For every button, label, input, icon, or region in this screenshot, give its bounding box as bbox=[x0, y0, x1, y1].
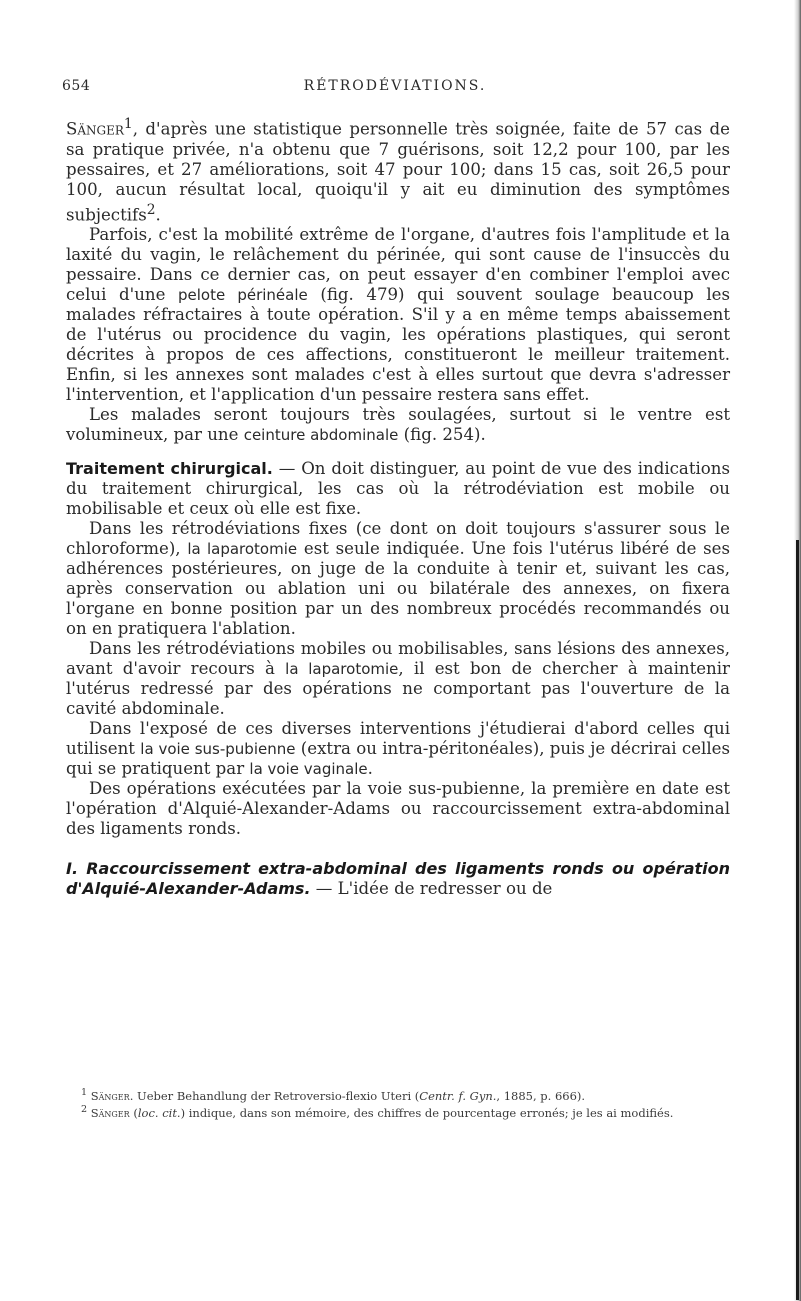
section-traitement-chirurgical: Traitement chirurgical. — On doit distinguer, au point de vue des indications du traitement chirurgical, les cas où la rétrodéviation est mobile ou mobilisable et ceux où elle est fixe. bbox=[66, 459, 730, 519]
section-raccourcissement: I. Raccourcissement extra-abdominal des ligaments ronds ou opération d'Alquié-Alexander-Adams. — L'idée de redresser ou de bbox=[66, 859, 730, 899]
term-laparotomie: la laparotomie bbox=[187, 540, 298, 559]
paragraph-ceinture: Les malades seront toujours très soulagées, surtout si le ventre est volumineux, par une ceinture abdominale (fig. 254). bbox=[66, 405, 730, 445]
page-number: 654 bbox=[62, 78, 91, 94]
footnote-ref-2: 2 bbox=[146, 201, 156, 218]
term-laparotomie-2: la laparotomie bbox=[285, 660, 399, 679]
page-edge-line bbox=[796, 540, 799, 1300]
term-ceinture-abdominale: ceinture abdominale bbox=[243, 426, 399, 445]
paragraph-interventions: Dans l'exposé de ces diverses interventions j'étudierai d'abord celles qui utilisent la voie sus-pubienne (extra ou intra-péritonéales), puis je décrirai celles qui se pratiquent par la voie vaginale. bbox=[66, 719, 730, 779]
paragraph-retrodeviations-fixes: Dans les rétrodéviations fixes (ce dont on doit toujours s'assurer sous le chloroforme), la laparotomie est seule indiquée. Une fois l'utérus libéré de ses adhérences postérieures, on juge de la conduite à tenir et, suivant les cas, après conservation ou ablation uni ou bilatérale des annexes, on fixera l'organe en bonne position par un des nombreux procédés recommandés ou on en pratiquera l'ablation. bbox=[66, 519, 731, 639]
term-pelote-perineale: pelote périnéale bbox=[178, 286, 308, 305]
page-header bbox=[62, 78, 728, 100]
paragraph-operations: Des opérations exécutées par la voie sus-pubienne, la première en date est l'opération d'Alquié-Alexander-Adams ou raccourcissement extra-abdominal des ligaments ronds. bbox=[66, 779, 730, 839]
term-voie-vaginale: la voie vaginale bbox=[249, 760, 368, 779]
paragraph-statistics: Sänger$^1$, d'après une statistique personnelle très soignée, faite de 57 cas de sa pratique privée, n'a obtenu que 7 guérisons, soit 12,2 pour 100, par les pessaires, et 27 améliorations, soit 47 pour 100; dans 15 cas, soit 26,5 pour 100, aucun résultat local, quoiqu'il y ait eu diminution des symptômes subjectifs$^2$. bbox=[66, 116, 730, 225]
paragraph-pelote: Parfois, c'est la mobilité extrême de l'organe, d'autres fois l'amplitude et la laxité du vagin, le relâchement du périnée, qui sont cause de l'insuccès du pessaire. Dans ce dernier cas, on peut essayer d'en combiner l'emploi avec celui d'une pelote périnéale (fig. 479) qui souvent soulage beaucoup les malades réfractaires à toute opération. S'il y a en même temps abaissement de l'utérus ou procidence du vagin, les opérations plastiques, qui seront décrites à propos de ces affections, constitueront le meilleur traitement. Enfin, si les annexes sont malades c'est à elles surtout que devra s'adresser l'intervention, et l'application d'un pessaire restera sans effet. bbox=[66, 225, 731, 405]
body-text bbox=[66, 114, 730, 899]
section-heading: Traitement chirurgical. bbox=[66, 459, 273, 479]
term-voie-sus-pubienne: la voie sus-pubienne bbox=[140, 740, 296, 759]
paragraph-retrodeviations-mobiles: Dans les rétrodéviations mobiles ou mobilisables, sans lésions des annexes, avant d'avoir recours à la laparotomie, il est bon de chercher à maintenir l'utérus redressé par des opérations ne comportant pas l'ouverture de la cavité abdominale. bbox=[66, 639, 730, 719]
running-title: RÉTRODÉVIATIONS. bbox=[303, 78, 487, 94]
footnotes bbox=[66, 1086, 730, 1120]
footnote-2: $^2$ Sänger (loc. cit.) indique, dans son mémoire, des chiffres de pourcentage erronés; je les ai modifiés. bbox=[81, 1103, 674, 1120]
section-heading-2: I. Raccourcissement extra-abdominal des ligaments ronds ou opération d'Alquié-Alexander-Adams. bbox=[66, 859, 730, 899]
footnote-1: $^1$ Sänger. Ueber Behandlung der Retroversio-flexio Uteri (Centr. f. Gyn., 1885, p. 666). bbox=[81, 1087, 586, 1103]
footnote-ref-1: 1 bbox=[123, 116, 133, 132]
